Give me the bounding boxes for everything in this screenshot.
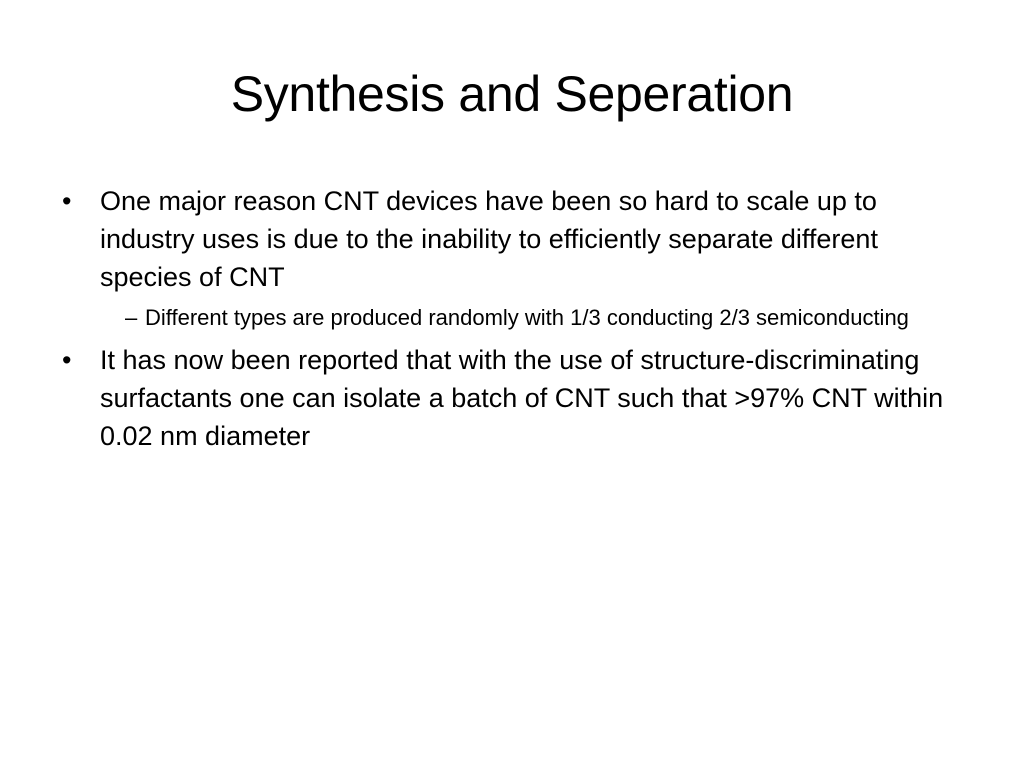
bullet-marker: • [62, 186, 72, 216]
bullet-text: It has now been reported that with the use of structure-discriminating surfactants one can isolate a batch of CNT such that >97% CNT within 0.02 nm diameter [100, 345, 944, 451]
bullet-item [60, 182, 960, 333]
dash-marker: – [125, 305, 138, 330]
sub-bullet-text: Different types are produced randomly with 1/3 conducting 2/3 semiconducting [145, 305, 909, 330]
bullet-marker: • [62, 345, 72, 375]
sub-bullet-item [60, 302, 960, 333]
slide-body [60, 182, 960, 463]
bullet-text: One major reason CNT devices have been so hard to scale up to industry uses is due to the inability to efficiently separate different species of CNT [100, 186, 878, 292]
bullet-item [60, 341, 960, 455]
bullet-list [60, 182, 960, 455]
slide-title: Synthesis and Seperation [230, 66, 794, 122]
sub-bullet-list [100, 302, 960, 333]
